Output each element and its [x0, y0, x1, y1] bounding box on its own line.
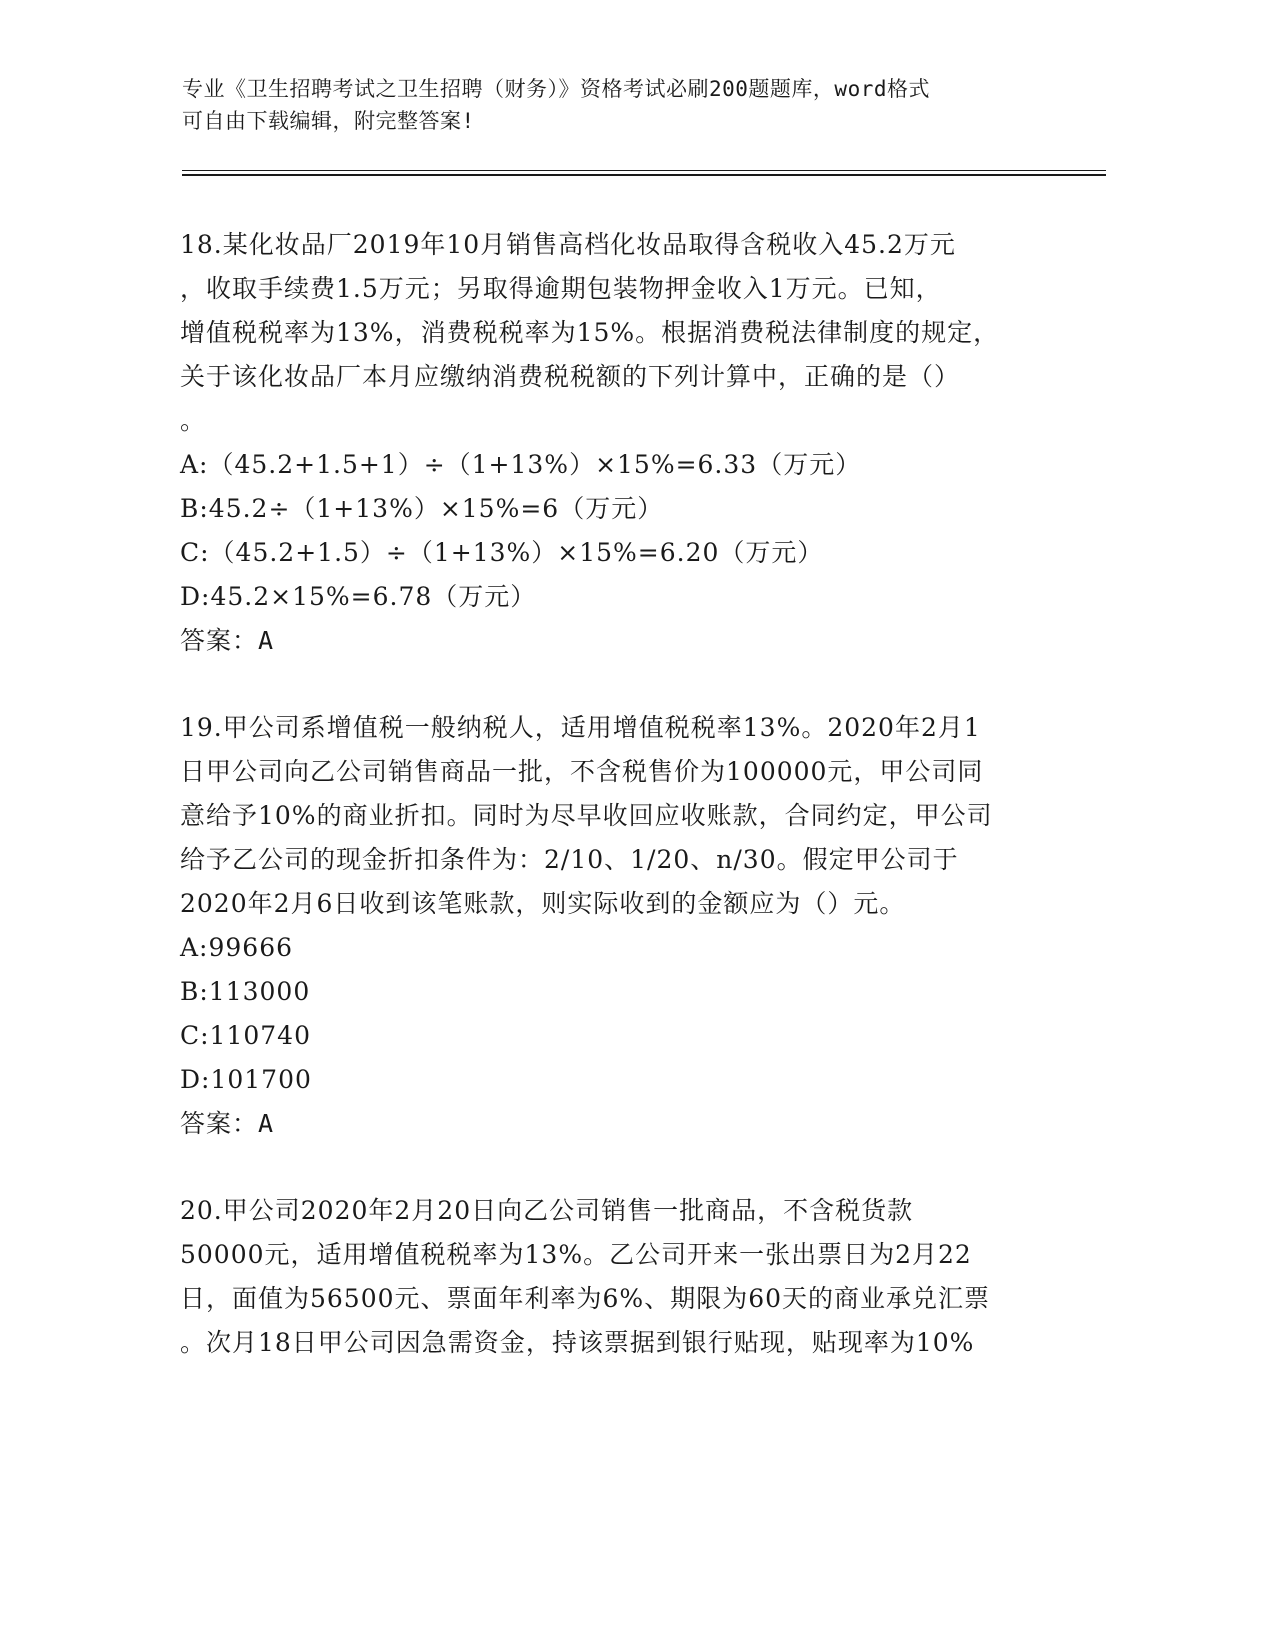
option-c: C:（45.2+1.5）÷（1+13%）×15%=6.20（万元）: [180, 538, 824, 567]
option-c: C:110740: [180, 1021, 311, 1050]
question-stem-line: 20.甲公司2020年2月20日向乙公司销售一批商品，不含税货款: [180, 1196, 914, 1225]
question-19: [180, 706, 1040, 1146]
question-18: [180, 223, 1040, 663]
option-b: B:45.2÷（1+13%）×15%=6（万元）: [180, 494, 664, 523]
question-stem-line: 。次月18日甲公司因急需资金，持该票据到银行贴现，贴现率为10%: [180, 1328, 975, 1357]
header-line-2: 可自由下载编辑，附完整答案!: [182, 109, 475, 133]
question-list: [180, 223, 1040, 1365]
question-stem-line: 意给予10%的商业折扣。同时为尽早收回应收账款，合同约定，甲公司: [180, 801, 993, 830]
header-divider-thin: [182, 170, 1106, 171]
question-20: [180, 1189, 1040, 1365]
answer-label: 答案：A: [180, 626, 275, 655]
option-d: D:101700: [180, 1065, 312, 1094]
question-stem-line: 给予乙公司的现金折扣条件为：2/10、1/20、n/30。假定甲公司于: [180, 845, 959, 874]
question-spacer: [180, 1146, 1040, 1189]
question-spacer: [180, 663, 1040, 706]
answer-label: 答案：A: [180, 1109, 275, 1138]
document-header: [182, 73, 1082, 137]
question-stem-line: 2020年2月6日收到该笔账款，则实际收到的金额应为（）元。: [180, 889, 906, 918]
question-stem-line: 。: [180, 406, 207, 435]
question-stem-line: 50000元，适用增值税税率为13%。乙公司开来一张出票日为2月22: [180, 1240, 972, 1269]
question-stem-line: 18.某化妆品厂2019年10月销售高档化妆品取得含税收入45.2万元: [180, 230, 956, 259]
option-a: A:（45.2+1.5+1）÷（1+13%）×15%=6.33（万元）: [180, 450, 862, 479]
option-a: A:99666: [180, 933, 294, 962]
question-stem-line: 19.甲公司系增值税一般纳税人，适用增值税税率13%。2020年2月1: [180, 713, 981, 742]
question-stem-line: 日甲公司向乙公司销售商品一批，不含税售价为100000元，甲公司同: [180, 757, 984, 786]
question-stem-line: 日，面值为56500元、票面年利率为6%、期限为60天的商业承兑汇票: [180, 1284, 991, 1313]
option-b: B:113000: [180, 977, 311, 1006]
header-line-1: 专业《卫生招聘考试之卫生招聘（财务）》资格考试必刷200题题库，word格式: [182, 77, 930, 101]
header-divider-thick: [182, 174, 1106, 176]
question-stem-line: ，收取手续费1.5万元；另取得逾期包装物押金收入1万元。已知，: [180, 274, 942, 303]
option-d: D:45.2×15%=6.78（万元）: [180, 582, 537, 611]
question-stem-line: 增值税税率为13%，消费税税率为15%。根据消费税法律制度的规定，: [180, 318, 1000, 347]
question-stem-line: 关于该化妆品厂本月应缴纳消费税税额的下列计算中，正确的是（）: [180, 362, 961, 391]
